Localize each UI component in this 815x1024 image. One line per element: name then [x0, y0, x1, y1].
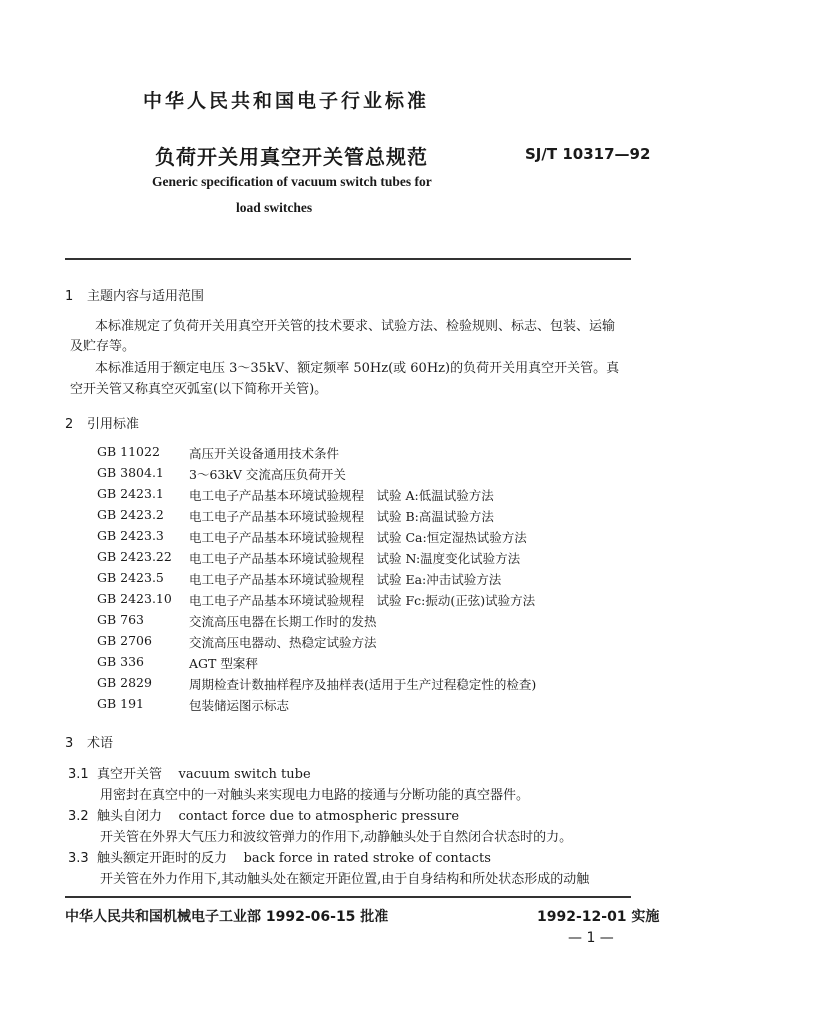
reference-name: 交流高压电器动、热稳定试验方法: [189, 635, 377, 650]
term-heading: [68, 763, 311, 782]
term-definition: 用密封在真空中的一对触头来实现电力电路的接通与分断功能的真空器件。: [100, 788, 530, 803]
term-name-cn: 触头额定开距时的反力: [96, 851, 227, 866]
section-title: 主题内容与适用范围: [87, 289, 205, 304]
term-name-cn: 触头自闭力: [96, 809, 162, 824]
section-title: 术语: [87, 736, 114, 751]
section-number: 1: [65, 289, 74, 304]
reference-name: 交流高压电器在长期工作时的发热: [189, 614, 377, 629]
reference-code: GB 2423.5: [97, 570, 164, 585]
page-number: — 1 —: [568, 930, 614, 946]
section-title: 引用标准: [87, 417, 140, 432]
term-number: 3.3: [68, 851, 89, 866]
reference-code: GB 11022: [97, 444, 160, 459]
scope-paragraph-line: 及贮存等。: [70, 339, 136, 354]
standard-category-header: 中华人民共和国电子行业标准: [143, 90, 430, 112]
reference-code: GB 2423.10: [97, 591, 172, 606]
document-title-cn: 负荷开关用真空开关管总规范: [155, 145, 428, 169]
term-definition: 开关管在外力作用下,其动触头处在额定开距位置,由于自身结构和所处状态形成的动触: [100, 872, 590, 887]
scope-paragraph-line: 空开关管又称真空灭弧室(以下简称开关管)。: [70, 382, 328, 397]
section-number: 3: [65, 736, 74, 751]
reference-code: GB 2423.1: [97, 486, 164, 501]
reference-code: GB 336: [97, 654, 145, 669]
reference-name: 高压开关设备通用技术条件: [189, 446, 340, 461]
effective-date: 1992-12-01 实施: [537, 909, 660, 925]
scope-paragraph-line: 本标准适用于额定电压 3～35kV、额定频率 50Hz(或 60Hz)的负荷开关用真空开关管。真: [95, 361, 620, 376]
term-number: 3.1: [68, 767, 89, 782]
term-heading: [68, 805, 459, 824]
top-divider: [65, 258, 631, 260]
term-definition: 开关管在外界大气压力和波纹管弹力的作用下,动静触头处于自然闭合状态时的力。: [100, 830, 573, 845]
reference-name: 3～63kV 交流高压负荷开关: [189, 467, 346, 482]
reference-code: GB 2829: [97, 675, 152, 690]
reference-name: 电工电子产品基本环境试验规程 试验 Ca:恒定湿热试验方法: [189, 530, 527, 545]
reference-name: 电工电子产品基本环境试验规程 试验 Ea:冲击试验方法: [189, 572, 502, 587]
reference-name: 包装储运图示标志: [189, 698, 290, 713]
standard-code: SJ/T 10317—92: [525, 145, 651, 163]
reference-name: AGT 型案秤: [189, 656, 258, 671]
term-number: 3.2: [68, 809, 89, 824]
reference-code: GB 2423.3: [97, 528, 164, 543]
document-title-en-line1: Generic specification of vacuum switch tubes for: [152, 174, 432, 189]
reference-name: 电工电子产品基本环境试验规程 试验 N:温度变化试验方法: [189, 551, 521, 566]
section-heading-3: [65, 732, 113, 751]
term-heading: [68, 847, 491, 866]
scope-paragraph-line: 本标准规定了负荷开关用真空开关管的技术要求、试验方法、检验规则、标志、包装、运输: [95, 319, 616, 334]
term-name-en: contact force due to atmospheric pressure: [178, 809, 460, 824]
reference-code: GB 3804.1: [97, 465, 164, 480]
term-name-cn: 真空开关管: [96, 767, 162, 782]
bottom-divider: [65, 896, 631, 898]
section-number: 2: [65, 417, 74, 432]
term-name-en: back force in rated stroke of contacts: [243, 851, 491, 866]
section-heading-1: [65, 285, 204, 304]
section-heading-2: [65, 413, 139, 432]
reference-name: 电工电子产品基本环境试验规程 试验 Fc:振动(正弦)试验方法: [189, 593, 536, 608]
document-title-en-line2: load switches: [236, 200, 313, 215]
approval-note: 中华人民共和国机械电子工业部 1992-06-15 批准: [65, 909, 389, 925]
term-name-en: vacuum switch tube: [178, 767, 311, 782]
reference-code: GB 2423.2: [97, 507, 164, 522]
reference-name: 电工电子产品基本环境试验规程 试验 B:高温试验方法: [189, 509, 494, 524]
reference-name: 电工电子产品基本环境试验规程 试验 A:低温试验方法: [189, 488, 494, 503]
reference-code: GB 191: [97, 696, 145, 711]
reference-name: 周期检查计数抽样程序及抽样表(适用于生产过程稳定性的检查): [189, 677, 537, 692]
reference-code: GB 763: [97, 612, 145, 627]
reference-code: GB 2423.22: [97, 549, 172, 564]
reference-code: GB 2706: [97, 633, 152, 648]
